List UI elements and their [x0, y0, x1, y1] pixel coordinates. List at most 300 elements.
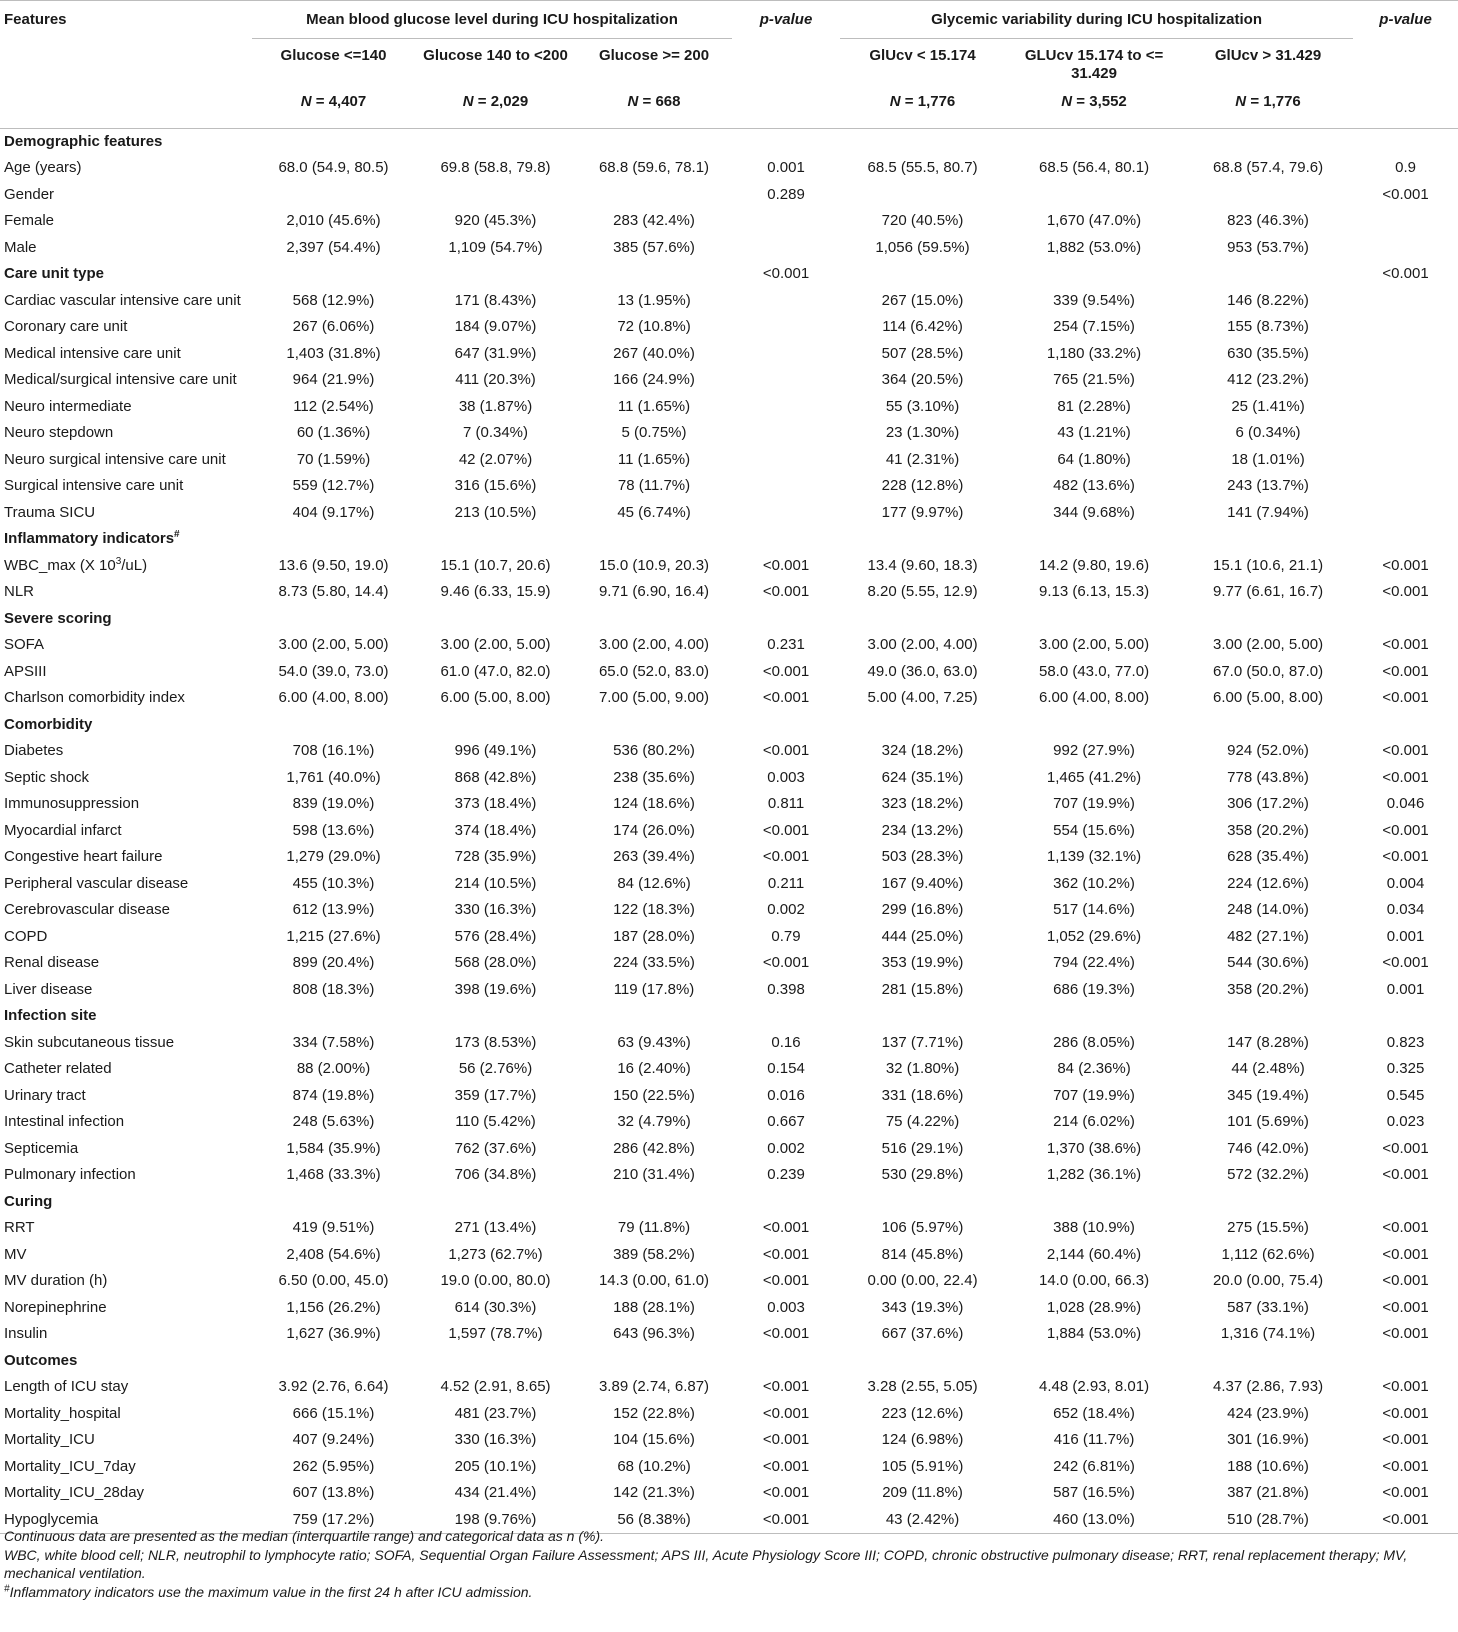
row-label: RRT — [4, 1219, 35, 1237]
table-cell — [415, 129, 576, 156]
table-cell — [252, 526, 415, 553]
row-label: Cardiac vascular intensive care unit — [4, 291, 241, 309]
table-cell: 407 (9.24%) — [292, 1431, 375, 1449]
table-cell — [1183, 712, 1353, 739]
pvalue-cell: 0.001 — [767, 159, 805, 177]
section-label: Inflammatory indicators# — [4, 529, 180, 548]
table-cell: 58.0 (43.0, 77.0) — [1038, 662, 1150, 680]
pvalue-cell: <0.001 — [1382, 185, 1429, 203]
row-label: Norepinephrine — [4, 1298, 107, 1316]
pvalue-cell: <0.001 — [1382, 636, 1429, 654]
table-cell — [252, 129, 415, 156]
pvalue-cell — [1353, 447, 1458, 474]
pvalue-cell: <0.001 — [762, 821, 810, 839]
table-row — [0, 394, 1458, 421]
row-label: Gender — [4, 185, 55, 203]
table-cell — [252, 712, 415, 739]
pvalue-cell: 0.001 — [1386, 927, 1425, 945]
table-row — [0, 765, 1458, 792]
pvalue-cell: <0.001 — [1382, 768, 1429, 786]
table-cell: 2,144 (60.4%) — [1046, 1245, 1142, 1263]
pvalue-cell — [732, 129, 840, 156]
table-cell: 874 (19.8%) — [292, 1086, 375, 1104]
table-cell: 358 (20.2%) — [1227, 980, 1309, 998]
table-cell — [1183, 1189, 1353, 1216]
table-cell: 14.2 (9.80, 19.6) — [1038, 556, 1150, 574]
table-cell: 75 (4.22%) — [885, 1113, 960, 1131]
table-cell: 137 (7.71%) — [881, 1033, 964, 1051]
col-header-glucv-low: GlUcv < 15.174 — [869, 47, 976, 64]
table-cell — [840, 1348, 1005, 1375]
table-cell — [576, 261, 732, 288]
table-cell: 324 (18.2%) — [881, 742, 964, 760]
pvalue-cell: <0.001 — [1353, 1507, 1458, 1534]
table-cell: 666 (15.1%) — [292, 1404, 375, 1422]
table-cell: 124 (6.98%) — [881, 1431, 964, 1449]
pvalue-cell: <0.001 — [762, 1484, 810, 1502]
row-label: Age (years) — [4, 159, 82, 177]
table-cell: 3.00 (2.00, 4.00) — [598, 636, 710, 654]
table-row — [0, 447, 1458, 474]
table-cell — [415, 1189, 576, 1216]
row-label: NLR — [4, 583, 35, 601]
row-label: WBC_max (X $10^3/uL$) — [4, 555, 148, 574]
table-cell: 56 (2.76%) — [458, 1060, 533, 1078]
row-label: MV duration (h) — [4, 1272, 108, 1290]
row-label: Charlson comorbidity index — [4, 689, 185, 707]
pvalue-cell: <0.001 — [762, 662, 810, 680]
table-cell: 953 (53.7%) — [1227, 238, 1309, 256]
col-header-glucose-mid: Glucose 140 to <200 — [423, 47, 568, 64]
pvalue-cell: <0.001 — [762, 1219, 810, 1237]
table-cell — [252, 1348, 415, 1375]
table-cell — [1005, 129, 1183, 156]
table-row — [0, 1136, 1458, 1163]
pvalue-cell — [732, 341, 840, 368]
table-cell: 2,397 (54.4%) — [286, 238, 381, 256]
table-cell: 72 (10.8%) — [617, 318, 691, 336]
table-cell: 214 (10.5%) — [454, 874, 537, 892]
table-cell: 1,468 (33.3%) — [286, 1166, 381, 1184]
pvalue-cell: <0.001 — [1382, 1431, 1429, 1449]
table-cell: 15.1 (10.7, 20.6) — [440, 556, 551, 574]
table-row — [0, 844, 1458, 871]
table-cell — [840, 1189, 1005, 1216]
pvalue-cell — [1353, 288, 1458, 315]
pvalue-cell: <0.001 — [1382, 1166, 1429, 1184]
table-cell: 301 (16.9%) — [1227, 1431, 1309, 1449]
table-cell: 2,010 (45.6%) — [286, 212, 381, 230]
pvalue-cell: <0.001 — [1382, 556, 1429, 574]
pvalue-cell: <0.001 — [1382, 1298, 1429, 1316]
table-cell — [252, 1003, 415, 1030]
table-cell: 568 (12.9%) — [292, 291, 375, 309]
row-label: Myocardial infarct — [4, 821, 122, 839]
row-label: Catheter related — [4, 1060, 112, 1078]
table-cell — [415, 1348, 576, 1375]
table-cell: 177 (9.97%) — [881, 503, 964, 521]
table-cell — [1183, 526, 1353, 553]
table-cell: 1,273 (62.7%) — [448, 1245, 543, 1263]
table-cell: 81 (2.28%) — [1057, 397, 1131, 415]
footnote-abbreviations: WBC, white blood cell; NLR, neutrophil to lymphocyte ratio; SOFA, Sequential Organ Failure Assessment; APS III, Acute Physiology Score III; COPD, chronic obstructive pulmonary disease; RRT, renal replacement therapy; MV, mechanical ventilation. — [4, 1546, 1408, 1581]
table-cell: 234 (13.2%) — [881, 821, 964, 839]
pvalue-cell: <0.001 — [1382, 689, 1429, 707]
table-cell: 9.77 (6.61, 16.7) — [1213, 583, 1324, 601]
pvalue-cell: <0.001 — [1382, 742, 1429, 760]
col-header-pvalue-variability: p-value — [1353, 1, 1458, 39]
table-cell: 686 (19.3%) — [1053, 980, 1135, 998]
table-cell — [415, 712, 576, 739]
pvalue-cell — [1353, 129, 1458, 156]
pvalue-cell: <0.001 — [1382, 1139, 1429, 1157]
table-cell: 398 (19.6%) — [454, 980, 537, 998]
pvalue-cell — [732, 500, 840, 527]
n-glucose-high: N = 668 — [576, 85, 732, 129]
table-cell: 331 (18.6%) — [881, 1086, 964, 1104]
table-cell — [415, 261, 576, 288]
table-cell: 576 (28.4%) — [454, 927, 537, 945]
table-cell: 1,156 (26.2%) — [286, 1298, 381, 1316]
table-cell: 105 (5.91%) — [881, 1457, 964, 1475]
pvalue-cell: 0.325 — [1386, 1060, 1425, 1078]
table-cell: 559 (12.7%) — [292, 477, 375, 495]
table-cell: 345 (19.4%) — [1227, 1086, 1309, 1104]
table-cell — [576, 1003, 732, 1030]
table-cell: 1,370 (38.6%) — [1046, 1139, 1142, 1157]
table-cell: 9.46 (6.33, 15.9) — [440, 583, 551, 601]
pvalue-cell: <0.001 — [1382, 1245, 1429, 1263]
table-cell — [1183, 182, 1353, 209]
table-cell: 13 (1.95%) — [617, 291, 691, 309]
table-cell: 68 (10.2%) — [617, 1457, 691, 1475]
table-cell: 419 (9.51%) — [292, 1219, 375, 1237]
col-header-pvalue-glucose: p-value — [732, 1, 840, 39]
pvalue-cell: 0.289 — [767, 185, 805, 203]
row-label: COPD — [4, 927, 48, 945]
row-label: Congestive heart failure — [4, 848, 163, 866]
table-cell: 624 (35.1%) — [881, 768, 964, 786]
table-cell: 174 (26.0%) — [613, 821, 695, 839]
table-cell: 1,052 (29.6%) — [1046, 927, 1142, 945]
table-cell: 544 (30.6%) — [1227, 954, 1309, 972]
pvalue-cell — [732, 288, 840, 315]
table-cell: 759 (17.2%) — [252, 1507, 415, 1534]
table-cell: 267 (40.0%) — [613, 344, 695, 362]
pvalue-cell — [1353, 500, 1458, 527]
table-cell: 205 (10.1%) — [454, 1457, 537, 1475]
table-cell: 63 (9.43%) — [617, 1033, 691, 1051]
table-cell: 49.0 (36.0, 63.0) — [867, 662, 978, 680]
table-cell: 374 (18.4%) — [454, 821, 537, 839]
table-cell: 572 (32.2%) — [1227, 1166, 1309, 1184]
table-cell: 18 (1.01%) — [1231, 450, 1305, 468]
table-cell: 411 (20.3%) — [455, 371, 536, 389]
col-header-glucv-mid: GLUcv 15.174 to <= 31.429 — [1024, 47, 1164, 82]
table-cell: 7.00 (5.00, 9.00) — [598, 689, 710, 707]
table-cell: 868 (42.8%) — [454, 768, 537, 786]
table-cell: 32 (4.79%) — [617, 1113, 691, 1131]
pvalue-cell: 0.016 — [767, 1086, 805, 1104]
table-cell: 70 (1.59%) — [296, 450, 371, 468]
table-cell: 1,597 (78.7%) — [448, 1325, 543, 1343]
table-cell: 6.50 (0.00, 45.0) — [278, 1272, 389, 1290]
table-cell: 389 (58.2%) — [613, 1245, 695, 1263]
table-cell: 119 (17.8%) — [613, 980, 695, 998]
table-cell — [1183, 1348, 1353, 1375]
table-cell: 184 (9.07%) — [454, 318, 537, 336]
table-header — [0, 1, 1458, 129]
row-label: Renal disease — [4, 954, 100, 972]
table-cell: 68.5 (55.5, 80.7) — [867, 159, 978, 177]
table-cell: 720 (40.5%) — [881, 212, 964, 230]
row-label: Pulmonary infection — [4, 1166, 136, 1184]
table-cell: 434 (21.4%) — [454, 1484, 537, 1502]
table-cell: 707 (19.9%) — [1053, 1086, 1135, 1104]
table-cell: 187 (28.0%) — [613, 927, 695, 945]
table-cell: 6.00 (4.00, 8.00) — [278, 689, 389, 707]
footnote-inflammatory: #Inflammatory indicators use the maximum value in the first 24 h after ICU admission. — [4, 1582, 533, 1600]
table-cell: 11 (1.65%) — [617, 450, 691, 468]
table-cell: 1,882 (53.0%) — [1046, 238, 1142, 256]
table-row — [0, 1480, 1458, 1507]
row-label: Coronary care unit — [4, 318, 128, 336]
pvalue-cell: <0.001 — [762, 583, 810, 601]
table-cell: 3.00 (2.00, 5.00) — [1213, 636, 1324, 654]
table-cell: 88 (2.00%) — [296, 1060, 371, 1078]
n-glucose-low: N = 4,407 — [252, 85, 415, 129]
pvalue-cell: 0.667 — [767, 1113, 805, 1131]
table-row — [0, 1109, 1458, 1136]
table-cell: 5.00 (4.00, 7.25) — [867, 689, 978, 707]
pvalue-cell — [732, 447, 840, 474]
table-cell: 286 (8.05%) — [1053, 1033, 1135, 1051]
pvalue-cell — [732, 1189, 840, 1216]
table-cell: 3.92 (2.76, 6.64) — [278, 1378, 389, 1396]
table-cell: 652 (18.4%) — [1053, 1404, 1135, 1422]
pvalue-cell — [1353, 473, 1458, 500]
pvalue-cell: <0.001 — [762, 265, 810, 283]
pvalue-cell: <0.001 — [1382, 583, 1429, 601]
n-glucose-mid: N = 2,029 — [415, 85, 576, 129]
table-cell: 554 (15.6%) — [1053, 821, 1135, 839]
section-label: Severe scoring — [4, 609, 112, 627]
pvalue-cell: 0.003 — [767, 1298, 805, 1316]
table-cell: 385 (57.6%) — [613, 238, 695, 256]
table-cell — [1183, 261, 1353, 288]
table-cell: 56 (8.38%) — [576, 1507, 732, 1534]
row-label: Mortality_hospital — [4, 1404, 121, 1422]
table-cell: 706 (34.8%) — [454, 1166, 537, 1184]
table-cell: 3.00 (2.00, 5.00) — [278, 636, 389, 654]
section-label: Care unit type — [4, 265, 105, 283]
table-cell: 503 (28.3%) — [881, 848, 964, 866]
table-cell: 614 (30.3%) — [454, 1298, 537, 1316]
pvalue-cell: <0.001 — [1382, 1272, 1429, 1290]
table-cell: 707 (19.9%) — [1053, 795, 1135, 813]
table-cell: 568 (28.0%) — [454, 954, 537, 972]
table-cell — [1005, 1348, 1183, 1375]
table-cell: 68.0 (54.9, 80.5) — [278, 159, 389, 177]
pvalue-cell: 0.211 — [767, 874, 805, 892]
table-cell: 587 (16.5%) — [1053, 1484, 1135, 1502]
table-cell: 238 (35.6%) — [613, 768, 695, 786]
table-cell: 482 (27.1%) — [1227, 927, 1309, 945]
table-cell: 42 (2.07%) — [458, 450, 533, 468]
table-cell: 78 (11.7%) — [617, 477, 691, 495]
table-cell — [1005, 261, 1183, 288]
n-glucv-high: N = 1,776 — [1183, 85, 1353, 129]
pvalue-cell: <0.001 — [762, 1378, 810, 1396]
table-cell: 996 (49.1%) — [454, 742, 537, 760]
pvalue-cell: <0.001 — [1382, 821, 1429, 839]
table-cell — [1183, 129, 1353, 156]
table-row — [0, 500, 1458, 527]
table-cell: 248 (14.0%) — [1227, 901, 1309, 919]
table-cell: 54.0 (39.0, 73.0) — [278, 662, 389, 680]
section-label: Outcomes — [4, 1351, 78, 1369]
pvalue-cell: <0.001 — [762, 556, 810, 574]
table-cell — [576, 526, 732, 553]
table-cell: 814 (45.8%) — [881, 1245, 964, 1263]
table-cell: 198 (9.76%) — [415, 1507, 576, 1534]
table-row — [0, 1162, 1458, 1189]
table-cell: 281 (15.8%) — [881, 980, 964, 998]
row-label: MV — [4, 1245, 27, 1263]
table-cell: 213 (10.5%) — [454, 503, 537, 521]
table-cell: 32 (1.80%) — [885, 1060, 960, 1078]
row-label: Cerebrovascular disease — [4, 901, 170, 919]
pvalue-cell: 0.811 — [767, 795, 805, 813]
table-cell: 110 (5.42%) — [455, 1113, 536, 1131]
table-row — [0, 871, 1458, 898]
section-row — [0, 261, 1458, 288]
col-header-glucose-high: Glucose >= 200 — [598, 47, 710, 64]
row-label: Peripheral vascular disease — [4, 874, 189, 892]
table-cell: 517 (14.6%) — [1053, 901, 1135, 919]
pvalue-cell: 0.004 — [1386, 874, 1425, 892]
table-cell: 1,884 (53.0%) — [1046, 1325, 1142, 1343]
table-cell: 6 (0.34%) — [1235, 424, 1301, 442]
table-cell: 224 (12.6%) — [1227, 874, 1309, 892]
pvalue-cell: 0.002 — [767, 901, 805, 919]
table-cell: 728 (35.9%) — [454, 848, 537, 866]
table-cell: 68.8 (57.4, 79.6) — [1213, 159, 1324, 177]
table-cell: 412 (23.2%) — [1227, 371, 1309, 389]
pvalue-cell: <0.001 — [1382, 954, 1429, 972]
table-cell: 416 (11.7%) — [1053, 1431, 1135, 1449]
row-label: SOFA — [4, 636, 45, 654]
table-row — [0, 420, 1458, 447]
col-header-blank — [1353, 39, 1458, 85]
pvalue-cell: <0.001 — [762, 954, 810, 972]
table-cell: 510 (28.7%) — [1183, 1507, 1353, 1534]
table-cell: 147 (8.28%) — [1227, 1033, 1309, 1051]
table-row — [0, 1374, 1458, 1401]
pvalue-cell: 0.002 — [767, 1139, 805, 1157]
col-header-features: Features — [0, 1, 252, 39]
table-cell: 13.4 (9.60, 18.3) — [867, 556, 978, 574]
table-cell: 343 (19.3%) — [881, 1298, 964, 1316]
pvalue-cell: <0.001 — [1382, 1484, 1429, 1502]
pvalue-cell: <0.001 — [762, 848, 810, 866]
table-cell — [840, 129, 1005, 156]
pvalue-cell — [1353, 1348, 1458, 1375]
pvalue-cell — [1353, 712, 1458, 739]
pvalue-cell: <0.001 — [1382, 848, 1429, 866]
table-cell: 223 (12.6%) — [881, 1404, 964, 1422]
table-cell: 155 (8.73%) — [1227, 318, 1309, 336]
pvalue-cell — [732, 526, 840, 553]
table-cell: 254 (7.15%) — [1053, 318, 1135, 336]
table-cell: 13.6 (9.50, 19.0) — [278, 556, 389, 574]
table-row — [0, 1030, 1458, 1057]
table-cell: 587 (33.1%) — [1227, 1298, 1309, 1316]
col-header-blank — [732, 39, 840, 85]
col-group-mean-glucose: Mean blood glucose level during ICU hospitalization — [252, 1, 732, 39]
table-cell: 1,465 (41.2%) — [1046, 768, 1142, 786]
table-cell — [840, 526, 1005, 553]
pvalue-cell: <0.001 — [762, 1245, 810, 1263]
table-cell: 667 (37.6%) — [881, 1325, 964, 1343]
section-row — [0, 526, 1458, 553]
table-row — [0, 977, 1458, 1004]
table-cell: 362 (10.2%) — [1053, 874, 1135, 892]
table-row — [0, 897, 1458, 924]
table-cell: 150 (22.5%) — [613, 1086, 695, 1104]
table-row — [0, 818, 1458, 845]
section-row — [0, 1189, 1458, 1216]
table-cell: 44 (2.48%) — [1231, 1060, 1305, 1078]
table-row — [0, 1427, 1458, 1454]
table-cell: 210 (31.4%) — [613, 1166, 695, 1184]
table-row — [0, 632, 1458, 659]
table-row — [0, 1295, 1458, 1322]
table-cell: 992 (27.9%) — [1053, 742, 1135, 760]
table-cell: 8.73 (5.80, 14.4) — [278, 583, 389, 601]
row-label: Liver disease — [4, 980, 93, 998]
table-cell: 4.48 (2.93, 8.01) — [1038, 1378, 1150, 1396]
table-cell: 339 (9.54%) — [1053, 291, 1135, 309]
table-cell: 19.0 (0.00, 80.0) — [440, 1272, 551, 1290]
table-row — [0, 288, 1458, 315]
pvalue-cell: 0.154 — [767, 1060, 805, 1078]
pvalue-cell: <0.001 — [732, 1507, 840, 1534]
pvalue-cell — [732, 473, 840, 500]
table-cell: 25 (1.41%) — [1231, 397, 1305, 415]
table-cell: 16 (2.40%) — [617, 1060, 691, 1078]
table-cell: 3.28 (2.55, 5.05) — [867, 1378, 978, 1396]
table-cell: 330 (16.3%) — [454, 901, 537, 919]
table-cell: 924 (52.0%) — [1227, 742, 1309, 760]
pvalue-cell: 0.046 — [1386, 795, 1425, 813]
pvalue-cell — [732, 235, 840, 262]
table-cell — [252, 261, 415, 288]
table-cell — [415, 526, 576, 553]
pvalue-cell — [1353, 526, 1458, 553]
pvalue-cell: 0.79 — [771, 927, 801, 945]
table-cell: 14.0 (0.00, 66.3) — [1038, 1272, 1150, 1290]
table-cell: 224 (33.5%) — [613, 954, 695, 972]
pvalue-cell — [1353, 1189, 1458, 1216]
table-cell: 275 (15.5%) — [1227, 1219, 1309, 1237]
table-cell: 171 (8.43%) — [454, 291, 537, 309]
table-cell — [1005, 712, 1183, 739]
table-cell: 152 (22.8%) — [613, 1404, 695, 1422]
table-cell: 248 (5.63%) — [292, 1113, 375, 1131]
table-cell: 1,109 (54.7%) — [448, 238, 543, 256]
table-cell: 20.0 (0.00, 75.4) — [1213, 1272, 1324, 1290]
